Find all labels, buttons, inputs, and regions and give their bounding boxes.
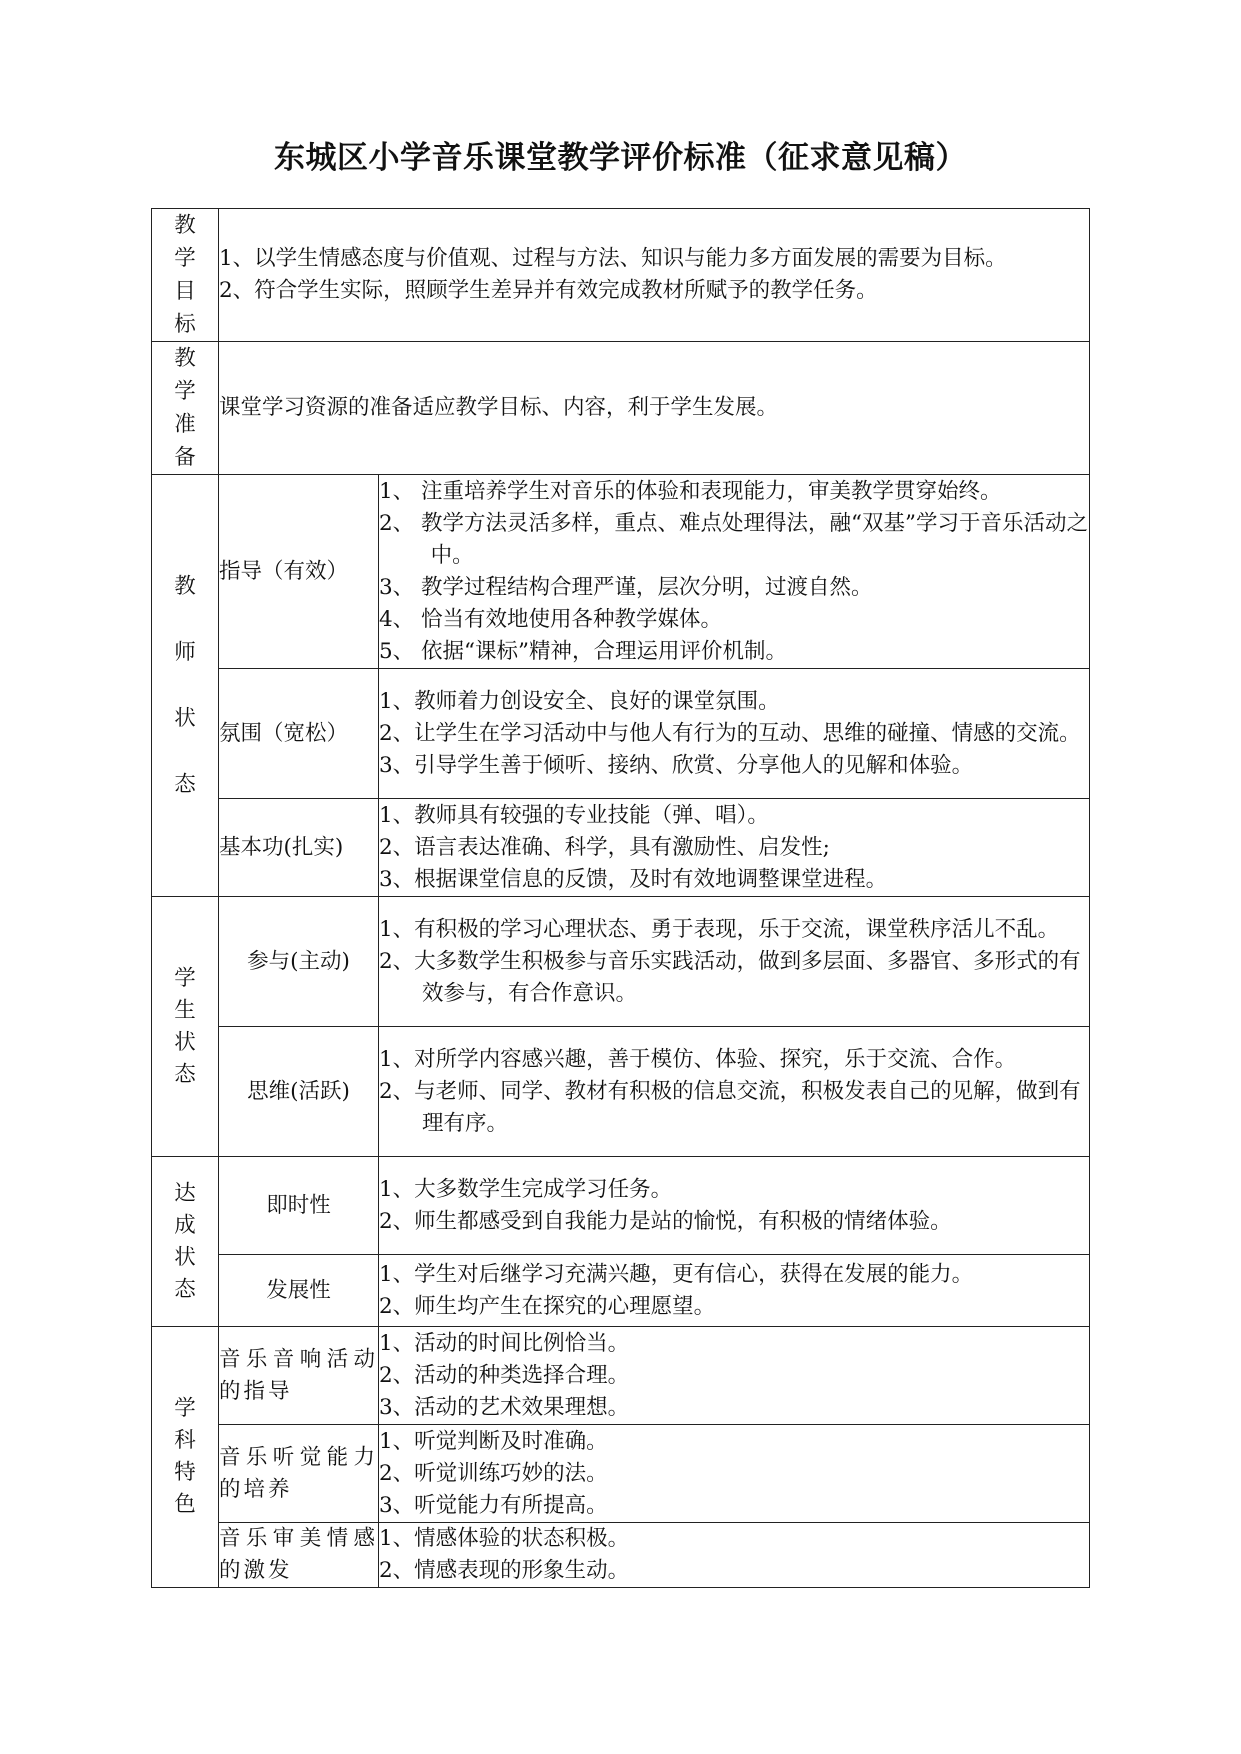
list-item: 2、 教学方法灵活多样，重点、难点处理得法，融“双基”学习于音乐活动之中。 — [379, 510, 1088, 568]
table-row-teacher-skill — [152, 799, 1090, 897]
list-item: 3、活动的艺术效果理想。 — [379, 1394, 630, 1420]
list-item: 2、师生都感受到自我能力是站的愉悦，有积极的情绪体验。 — [379, 1208, 952, 1234]
list-item: 2、活动的种类选择合理。 — [379, 1362, 630, 1388]
immediacy-content — [379, 1157, 1090, 1255]
table-row-subject-sound-activity — [152, 1327, 1090, 1425]
list-item: 1、以学生情感态度与价值观、过程与方法、知识与能力多方面发展的需要为目标。 — [219, 246, 1007, 271]
listening-content — [379, 1425, 1090, 1523]
table-row-student-thinking — [152, 1027, 1090, 1157]
list-item: 2、让学生在学习活动中与他人有行为的互动、思维的碰撞、情感的交流。 — [379, 720, 1081, 746]
teaching-goal-content — [219, 209, 1090, 342]
list-item: 1、有积极的学习心理状态、勇于表现，乐于交流，课堂秩序活儿不乱。 — [379, 916, 1060, 942]
sub-category-atmosphere: 氛围（宽松） — [219, 669, 379, 799]
thinking-content — [379, 1027, 1090, 1157]
list-item: 4、 恰当有效地使用各种教学媒体。 — [379, 606, 723, 632]
sub-category-participation: 参与(主动) — [219, 897, 379, 1027]
sub-category-thinking: 思维(活跃) — [219, 1027, 379, 1157]
table-row-teacher-atmosphere — [152, 669, 1090, 799]
sub-category-listening: 音乐听觉能力的培养 — [219, 1425, 379, 1523]
list-item: 3、听觉能力有所提高。 — [379, 1492, 608, 1518]
development-content — [379, 1255, 1090, 1327]
sub-category-aesthetic: 音乐审美情感的激发 — [219, 1523, 379, 1588]
category-achievement-state: 达 成 状 态 — [152, 1157, 219, 1327]
participation-content — [379, 897, 1090, 1027]
category-student-state: 学 生 状 态 — [152, 897, 219, 1157]
list-item: 3、根据课堂信息的反馈，及时有效地调整课堂进程。 — [379, 866, 888, 892]
table-row-teaching-goal — [152, 209, 1090, 342]
category-teacher-state: 教 师 状 态 — [152, 475, 219, 897]
page-title: 东城区小学音乐课堂教学评价标准（征求意见稿） — [274, 140, 967, 176]
list-item: 2、与老师、同学、教材有积极的信息交流，积极发表自己的见解，做到有理有序。 — [379, 1078, 1081, 1136]
list-item: 1、学生对后继学习充满兴趣，更有信心，获得在发展的能力。 — [379, 1261, 974, 1287]
list-item: 2、情感表现的形象生动。 — [379, 1558, 630, 1583]
table-row-subject-listening — [152, 1425, 1090, 1523]
evaluation-standard-table — [151, 208, 1090, 1588]
category-teaching-prep: 教 学 准 备 — [152, 342, 219, 475]
sound-activity-content — [379, 1327, 1090, 1425]
list-item: 1、活动的时间比例恰当。 — [379, 1330, 630, 1356]
list-item: 3、引导学生善于倾听、接纳、欣赏、分享他人的见解和体验。 — [379, 752, 974, 778]
list-item: 1、对所学内容感兴趣，善于模仿、体验、探究，乐于交流、合作。 — [379, 1046, 1017, 1072]
sub-category-immediacy: 即时性 — [219, 1157, 379, 1255]
teaching-prep-content: 课堂学习资源的准备适应教学目标、内容，利于学生发展。 — [219, 342, 1090, 475]
sub-category-guidance: 指导（有效） — [219, 475, 379, 669]
list-item: 5、 依据“课标”精神，合理运用评价机制。 — [379, 638, 787, 664]
list-item: 1、教师具有较强的专业技能（弹、唱）。 — [379, 802, 769, 828]
sub-category-development: 发展性 — [219, 1255, 379, 1327]
category-teaching-goal: 教 学 目 标 — [152, 209, 219, 342]
aesthetic-content — [379, 1523, 1090, 1588]
list-item: 2、师生均产生在探究的心理愿望。 — [379, 1293, 716, 1319]
list-item: 1、 注重培养学生对音乐的体验和表现能力，审美教学贯穿始终。 — [379, 478, 1002, 504]
table-row-teaching-prep — [152, 342, 1090, 475]
list-item: 1、听觉判断及时准确。 — [379, 1428, 608, 1454]
table-row-achieve-development — [152, 1255, 1090, 1327]
atmosphere-content — [379, 669, 1090, 799]
sub-category-basic-skill: 基本功(扎实) — [219, 799, 379, 897]
sub-category-sound-activity: 音乐音响活动的指导 — [219, 1327, 379, 1425]
list-item: 2、听觉训练巧妙的法。 — [379, 1460, 608, 1486]
list-item: 3、 教学过程结构合理严谨，层次分明，过渡自然。 — [379, 574, 873, 600]
table-row-teacher-guidance — [152, 475, 1090, 669]
list-item: 2、大多数学生积极参与音乐实践活动，做到多层面、多器官、多形式的有效参与，有合作意识。 — [379, 948, 1081, 1006]
list-item: 2、语言表达准确、科学，具有激励性、启发性; — [379, 834, 830, 860]
list-item: 2、符合学生实际，照顾学生差异并有效完成教材所赋予的教学任务。 — [219, 278, 878, 303]
category-subject-feature: 学 科 特 色 — [152, 1327, 219, 1588]
guidance-content — [379, 475, 1090, 669]
basic-skill-content — [379, 799, 1090, 897]
table-row-achieve-immediate — [152, 1157, 1090, 1255]
table-row-student-participation — [152, 897, 1090, 1027]
list-item: 1、大多数学生完成学习任务。 — [379, 1176, 673, 1202]
table-row-subject-aesthetic — [152, 1523, 1090, 1588]
list-item: 1、情感体验的状态积极。 — [379, 1526, 630, 1551]
list-item: 1、教师着力创设安全、良好的课堂氛围。 — [379, 688, 780, 714]
